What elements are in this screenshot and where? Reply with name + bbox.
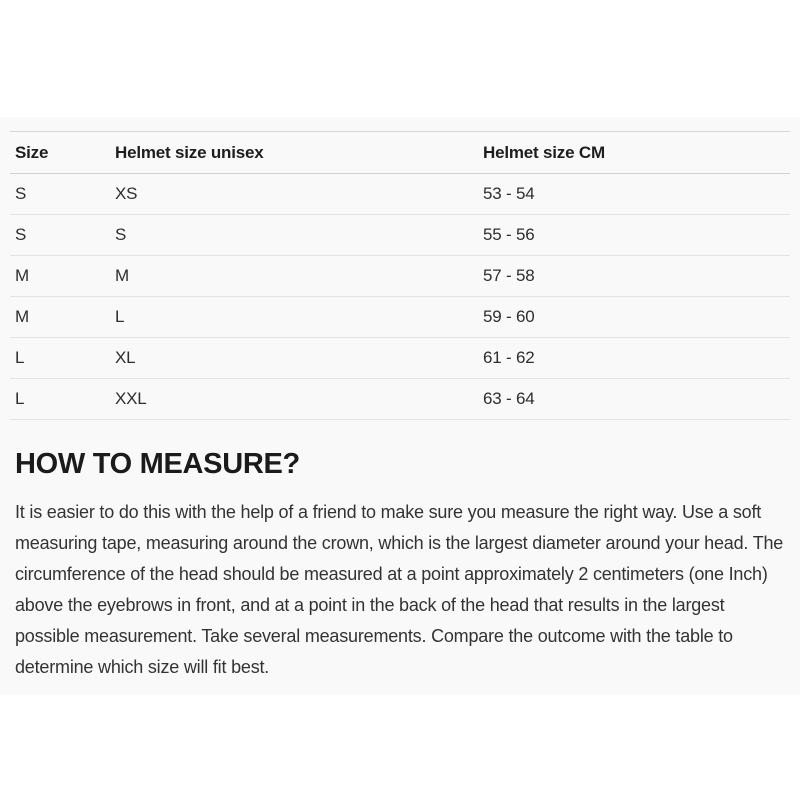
cell-cm: 61 - 62 <box>478 338 790 379</box>
column-header-cm: Helmet size CM <box>478 132 790 174</box>
table-row <box>10 256 790 297</box>
helmet-size-table <box>10 131 790 420</box>
cell-size: L <box>10 338 110 379</box>
cell-unisex: XL <box>110 338 478 379</box>
cell-unisex: M <box>110 256 478 297</box>
how-to-measure-paragraph: It is easier to do this with the help of a friend to make sure you measure the right way. Use a soft measuring tape, measuring around the crown, which is the largest diameter around your head. The circumference of the head should be measured at a point approximately 2 centimeters (one Inch) above the eyebrows in front, and at a point in the back of the head that results in the largest possible measurement. Take several measurements. Compare the outcome with the table to determine which size will fit best. <box>15 502 784 677</box>
cell-cm: 55 - 56 <box>478 215 790 256</box>
column-header-unisex: Helmet size unisex <box>110 132 478 174</box>
cell-cm: 53 - 54 <box>478 174 790 215</box>
cell-unisex: S <box>110 215 478 256</box>
table-body <box>10 174 790 420</box>
cell-size: L <box>10 379 110 420</box>
table-header <box>10 132 790 174</box>
how-to-measure-heading: HOW TO MEASURE? <box>15 448 300 480</box>
size-guide-section <box>0 117 800 695</box>
table-row <box>10 174 790 215</box>
cell-size: S <box>10 215 110 256</box>
top-whitespace <box>0 0 800 117</box>
cell-size: S <box>10 174 110 215</box>
cell-cm: 57 - 58 <box>478 256 790 297</box>
table-row <box>10 379 790 420</box>
cell-size: M <box>10 297 110 338</box>
cell-cm: 63 - 64 <box>478 379 790 420</box>
cell-unisex: XS <box>110 174 478 215</box>
table-row <box>10 297 790 338</box>
cell-size: M <box>10 256 110 297</box>
cell-unisex: XXL <box>110 379 478 420</box>
table-row <box>10 215 790 256</box>
table-header-row <box>10 132 790 174</box>
cell-cm: 59 - 60 <box>478 297 790 338</box>
column-header-size: Size <box>10 132 110 174</box>
cell-unisex: L <box>110 297 478 338</box>
table-row <box>10 338 790 379</box>
